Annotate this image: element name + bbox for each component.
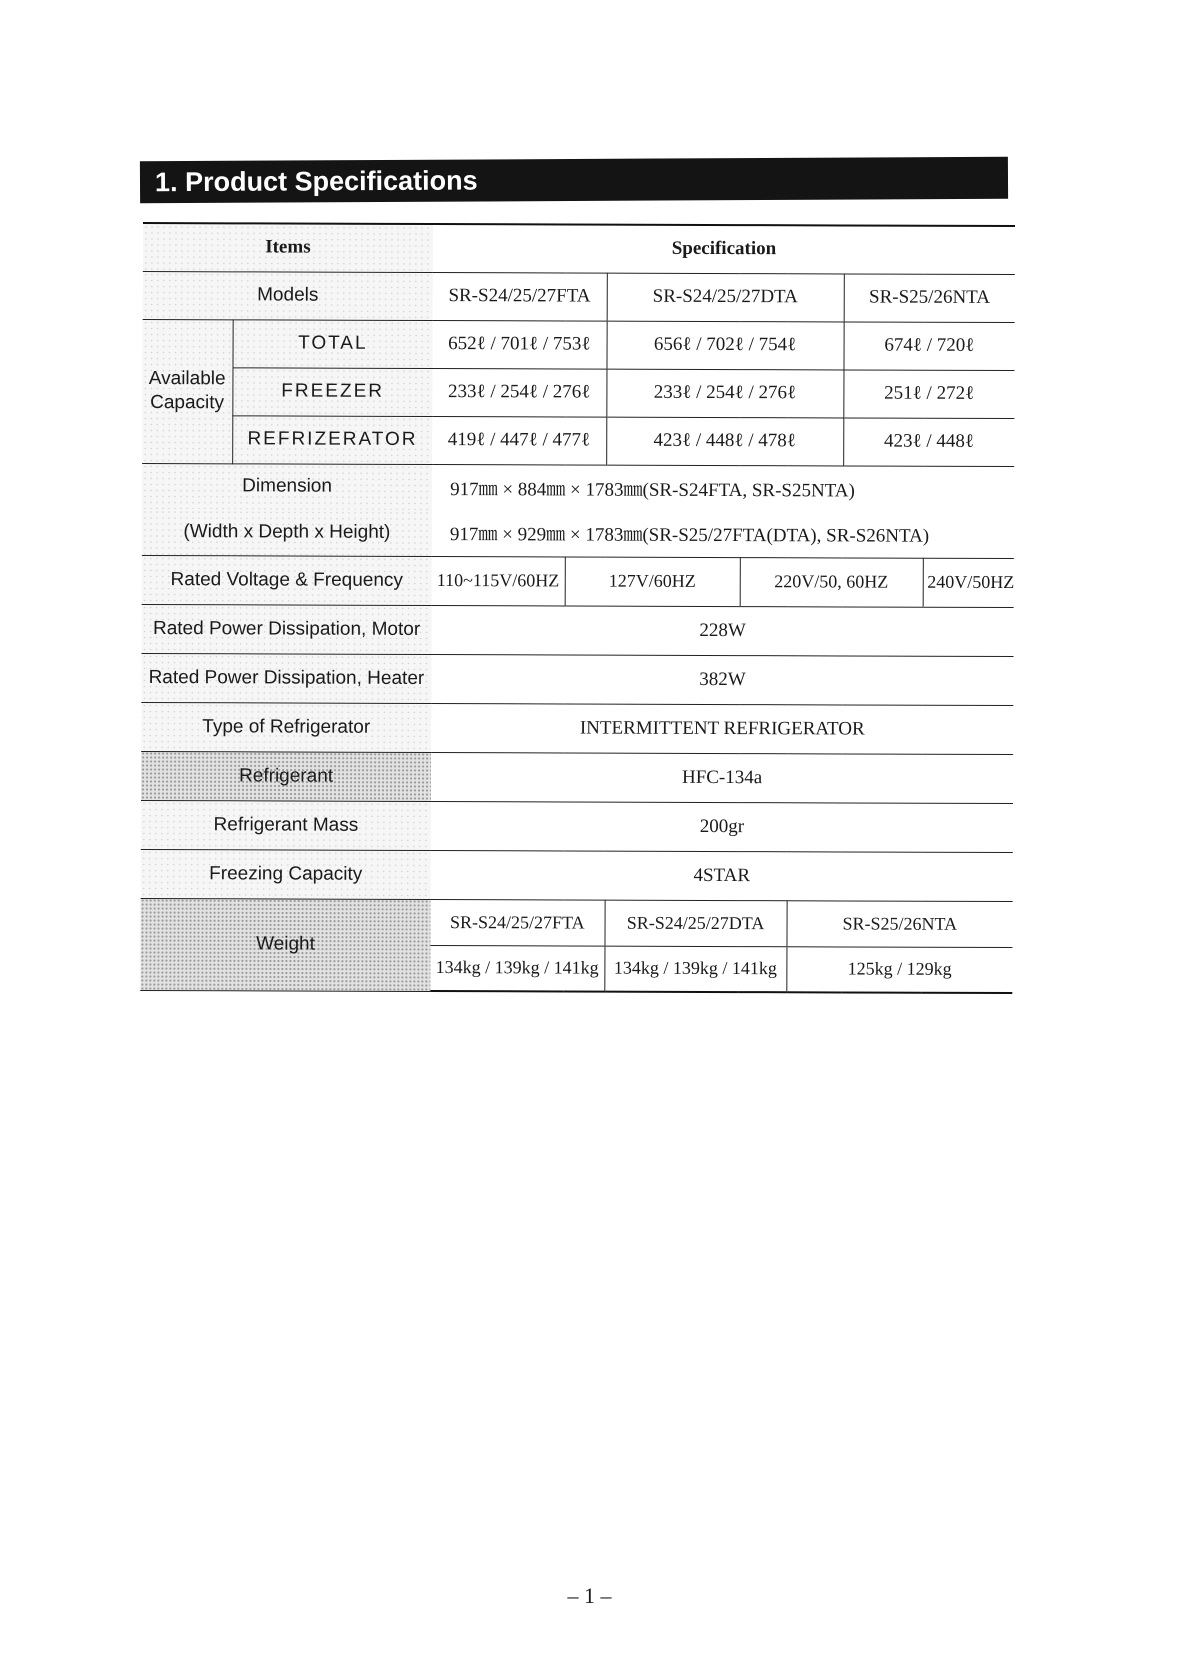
- type-label: Type of Refrigerator: [141, 702, 431, 752]
- capacity-cell: 423ℓ / 448ℓ / 478ℓ: [606, 417, 843, 466]
- capacity-cell: 652ℓ / 701ℓ / 753ℓ: [433, 320, 607, 369]
- voltage-label: Rated Voltage & Frequency: [142, 555, 432, 605]
- available-capacity-label: Available Capacity: [142, 319, 233, 463]
- power-motor-value: 228W: [432, 605, 1014, 656]
- refrigerant-mass-value: 200gr: [431, 801, 1013, 852]
- power-heater-value: 382W: [431, 654, 1013, 705]
- capacity-freezer-label: FREEZER: [232, 367, 432, 416]
- weight-model-cell: SR-S24/25/27DTA: [604, 900, 786, 947]
- spec-table: [140, 222, 1015, 994]
- capacity-cell: 674ℓ / 720ℓ: [844, 321, 1015, 370]
- capacity-cell: 251ℓ / 272ℓ: [843, 369, 1014, 418]
- capacity-refrigerator-row: [142, 415, 1014, 466]
- dimension-row-2: [142, 509, 1014, 558]
- capacity-total-label: TOTAL: [232, 319, 432, 368]
- capacity-cell: 419ℓ / 447ℓ / 477ℓ: [432, 416, 606, 465]
- voltage-cell: 110~115V/60HZ: [432, 556, 565, 605]
- power-motor-label: Rated Power Dissipation, Motor: [141, 604, 431, 654]
- weight-value-cell: 134kg / 139kg / 141kg: [604, 946, 786, 993]
- type-row: [141, 702, 1013, 754]
- weight-model-cell: SR-S25/26NTA: [786, 900, 1012, 947]
- capacity-refrigerator-label: REFRIZERATOR: [232, 415, 432, 464]
- weight-value-cell: 125kg / 129kg: [786, 946, 1012, 993]
- capacity-cell: 233ℓ / 254ℓ / 276ℓ: [432, 368, 606, 417]
- dimension-sublabel: (Width x Depth x Height): [142, 509, 432, 556]
- model-cell: SR-S24/25/27FTA: [433, 272, 607, 321]
- model-cell: SR-S25/26NTA: [844, 273, 1015, 322]
- voltage-cell: 240V/50HZ: [923, 558, 1014, 607]
- weight-models-row: [140, 898, 1012, 947]
- capacity-total-row: [142, 319, 1014, 370]
- refrigerant-mass-label: Refrigerant Mass: [141, 800, 431, 850]
- freezing-value: 4STAR: [431, 850, 1013, 901]
- capacity-cell: 423ℓ / 448ℓ: [843, 417, 1014, 466]
- voltage-cell: 220V/50, 60HZ: [740, 557, 923, 607]
- header-row: [143, 223, 1015, 274]
- weight-label: Weight: [140, 898, 430, 991]
- freezing-label: Freezing Capacity: [141, 849, 431, 899]
- dimension-label: Dimension: [142, 463, 432, 510]
- items-header: Items: [143, 223, 433, 272]
- specification-header: Specification: [433, 224, 1015, 274]
- freezing-row: [141, 849, 1013, 901]
- power-heater-row: [141, 653, 1013, 705]
- refrigerant-value: HFC-134a: [431, 752, 1013, 803]
- refrigerant-mass-row: [141, 800, 1013, 852]
- type-value: INTERMITTENT REFRIGERATOR: [431, 703, 1013, 754]
- model-cell: SR-S24/25/27DTA: [607, 273, 844, 322]
- weight-value-cell: 134kg / 139kg / 141kg: [430, 945, 604, 992]
- voltage-cell: 127V/60HZ: [565, 556, 740, 606]
- capacity-cell: 233ℓ / 254ℓ / 276ℓ: [606, 369, 843, 418]
- refrigerant-row: [141, 751, 1013, 803]
- capacity-freezer-row: [142, 367, 1014, 418]
- section-title: 1. Product Specifications: [140, 157, 1008, 204]
- models-row: [143, 271, 1015, 322]
- voltage-row: [142, 555, 1014, 607]
- dimension-row: [142, 463, 1014, 512]
- power-motor-row: [141, 604, 1013, 656]
- models-label: Models: [143, 271, 433, 320]
- power-heater-label: Rated Power Dissipation, Heater: [141, 653, 431, 703]
- page-number: – 1 –: [567, 1583, 612, 1608]
- refrigerant-label: Refrigerant: [141, 751, 431, 801]
- capacity-cell: 656ℓ / 702ℓ / 754ℓ: [607, 321, 844, 370]
- dimension-value: 917㎜ × 929㎜ × 1783㎜(SR-S25/27FTA(DTA), SR-S26NTA): [432, 510, 1014, 558]
- dimension-value: 917㎜ × 884㎜ × 1783㎜(SR-S24FTA, SR-S25NTA): [432, 464, 1014, 512]
- weight-model-cell: SR-S24/25/27FTA: [430, 899, 604, 946]
